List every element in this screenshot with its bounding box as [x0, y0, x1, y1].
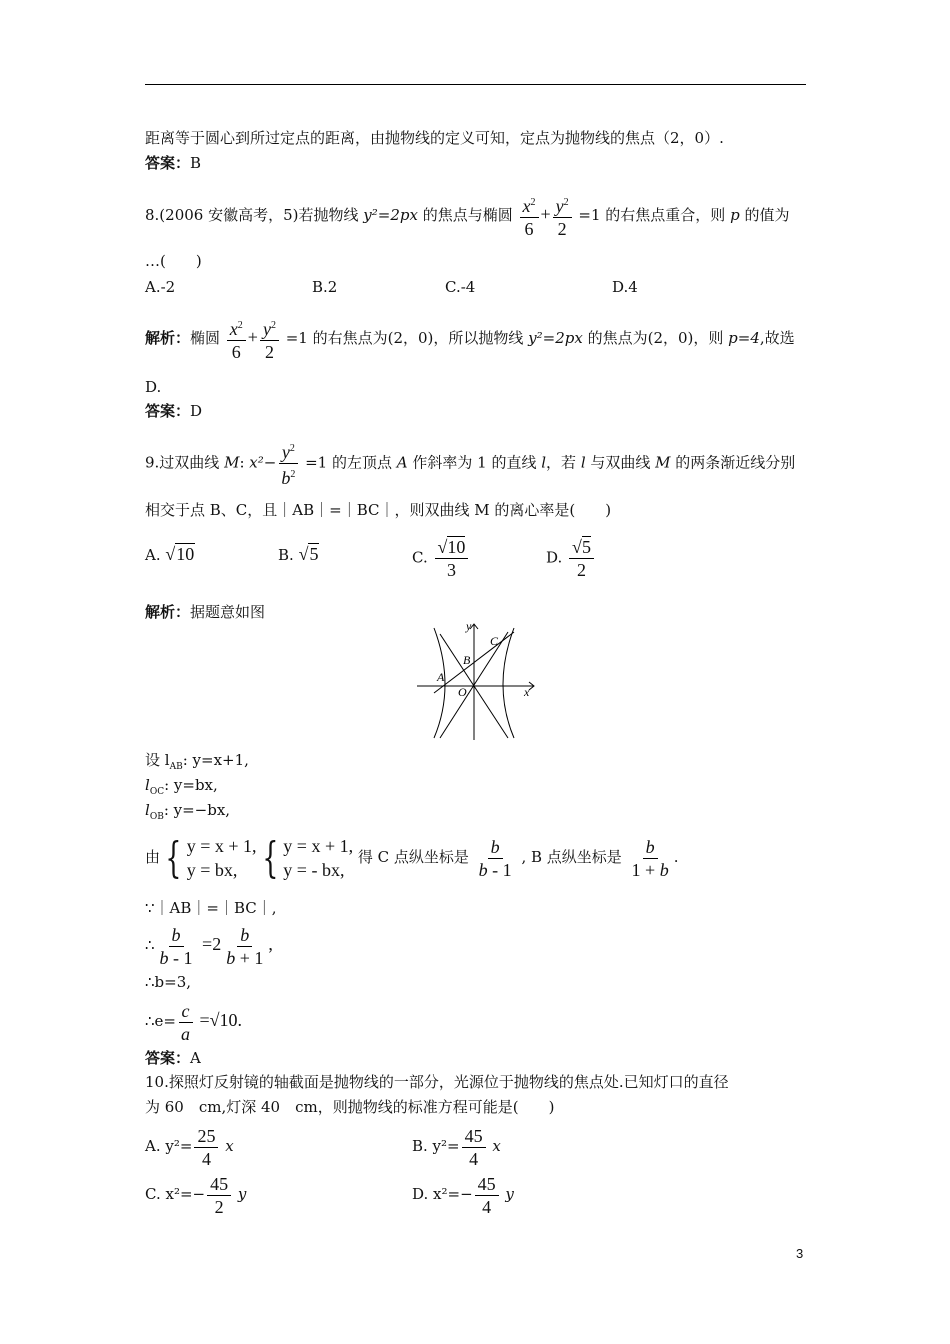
page-number: 3	[796, 1246, 804, 1261]
q10-option-a: A. y²= $\frac{25}{4}$ x	[145, 1125, 234, 1169]
q8-option-a: A.-2	[145, 278, 176, 296]
line-oc-def: $l_{OC}$: y=bx,	[145, 776, 218, 797]
q9-stem: 9.过双曲线 M: x²− $\frac{y^2}{b^2}$ =1 的左顶点 A 作斜率为 1 的直线 l，若 l 与双曲线 M 的两条渐近线分别	[145, 438, 795, 489]
label-b: B	[463, 653, 471, 667]
q10-stem-line1: 10.探照灯反射镜的轴截面是抛物线的一部分，光源位于抛物线的焦点处.已知灯口的直径	[145, 1073, 729, 1091]
q8-solution: 解析：椭圆 $\frac{x^2}{6}$ + $\frac{y^2}{2}$ =1 的右焦点为(2，0)，所以抛物线 y²=2px 的焦点为(2，0)，则 p=4,故选	[145, 313, 795, 363]
label-y: y	[466, 619, 472, 633]
fraction-x2-6: $\frac{x^2}{6}$	[520, 192, 539, 240]
therefore-b-line: ∴b=3,	[145, 973, 192, 991]
therefore-e-line: ∴e= $\frac{c}{a}$ =√10.	[145, 1000, 243, 1044]
line-ab-def: 设 $l_{AB}$: y=x+1,	[145, 751, 249, 772]
q10-stem-line2: 为 60 cm,灯深 40 cm，则抛物线的标准方程可能是( )	[145, 1098, 555, 1116]
q9-stem-line2: 相交于点 B、C，且｜AB｜=｜BC｜，则双曲线 M 的离心率是( )	[145, 501, 612, 519]
q8-answer: 答案：D	[145, 402, 203, 420]
system-ob: y = x + 1, y = - bx,	[283, 836, 354, 880]
q10-option-c: C. x²=− $\frac{45}{2}$ y	[145, 1173, 247, 1217]
q9-option-b: B. √5	[278, 544, 319, 564]
system-oc: y = x + 1, y = bx,	[186, 836, 257, 880]
therefore-eq-line: ∴ $\frac{b}{b - 1}$ =2 $\frac{b}{b + 1}$ ,	[145, 924, 273, 968]
prev-answer: 答案：B	[145, 154, 202, 172]
q10-option-b: B. y²= $\frac{45}{4}$ x	[412, 1125, 501, 1169]
header-rule	[145, 84, 806, 85]
q9-solution-intro: 解析：据题意如图	[145, 603, 266, 621]
label-a: A	[437, 670, 445, 684]
q9-option-d: D. $\frac{√5}{2}$	[546, 536, 596, 581]
q10-option-d: D. x²=− $\frac{45}{4}$ y	[412, 1173, 514, 1217]
q9-answer: 答案：A	[145, 1049, 201, 1067]
q8-solution-end: D.	[145, 378, 162, 396]
q8-option-c: C.-4	[445, 278, 476, 296]
label-x: x	[524, 685, 530, 699]
q8-paren: …( )	[145, 252, 202, 270]
because-line: ∵｜AB｜=｜BC｜,	[145, 899, 277, 917]
label-o: O	[458, 685, 467, 699]
q9-option-c: C. $\frac{√10}{3}$	[412, 536, 470, 581]
fraction-y2-2: $\frac{y^2}{2}$	[553, 192, 572, 240]
hyperbola-right-branch	[503, 628, 514, 738]
prev-solution-line: 距离等于圆心到所过定点的距离，由抛物线的定义可知，定点为抛物线的焦点（2，0）.	[145, 129, 724, 147]
label-c: C	[490, 634, 499, 648]
q8-option-b: B.2	[312, 278, 338, 296]
system-solve-line: 由 { y = x + 1, y = bx, { y = x + 1, y = - bx, 得 C 点纵坐标是 $\frac{b}{b - 1}$ , B 点纵坐标是 $\frac{b}{1 + b}$ .	[145, 833, 679, 882]
line-ob-def: $l_{OB}$: y=−bx,	[145, 801, 231, 822]
hyperbola-figure	[412, 618, 542, 742]
q8-option-d: D.4	[612, 278, 638, 296]
q9-option-a: A. √10	[145, 544, 195, 564]
q8-stem: 8.(2006 安徽高考，5)若抛物线 y²=2px 的焦点与椭圆 $\frac{x^2}{6}$ + $\frac{y^2}{2}$ =1 的右焦点重合，则 p 的值为	[145, 190, 789, 240]
